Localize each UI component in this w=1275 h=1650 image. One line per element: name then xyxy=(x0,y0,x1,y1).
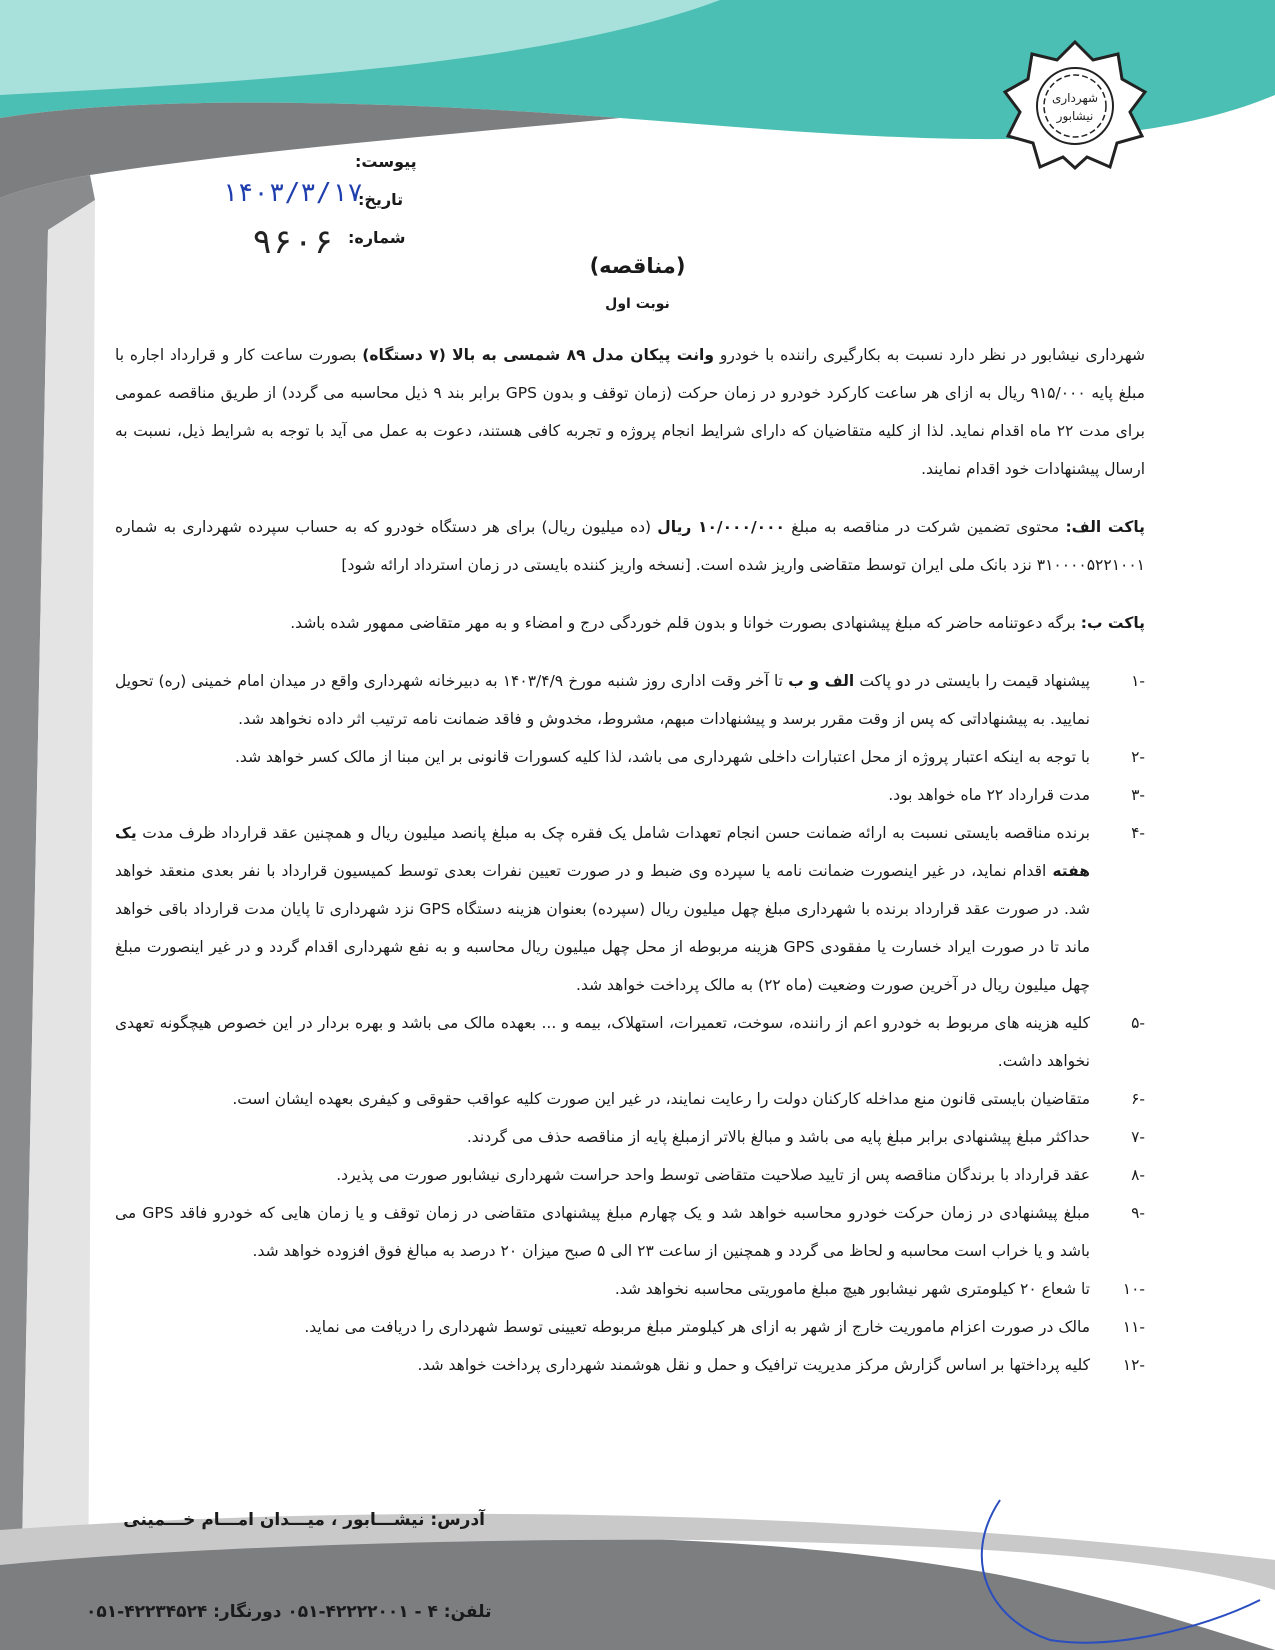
emblem-line-2: نیشابور xyxy=(1056,109,1094,123)
handwritten-number: ۹۶۰۶ xyxy=(252,222,334,262)
condition-number: -۱۰ xyxy=(1122,1280,1145,1298)
condition-item xyxy=(115,1156,1145,1194)
condition-number: -۲ xyxy=(1131,748,1145,766)
condition-item xyxy=(115,1194,1145,1270)
handwritten-date: ۱۴۰۳/۳/۱۷ xyxy=(222,178,363,208)
packet-b-text: برگه دعوتنامه حاضر که مبلغ پیشنهادی بصورت خوانا و بدون قلم خوردگی درج و امضاء و به مهر متقاضی ممهور شده باشد. xyxy=(290,614,1081,632)
document-title: (مناقصه) xyxy=(589,254,686,278)
condition-text: حداکثر مبلغ پیشنهادی برابر مبلغ پایه می باشد و مبالغ بالاتر ازمبلغ پایه از مناقصه حذف می گردند. xyxy=(466,1128,1090,1146)
condition-item xyxy=(115,776,1145,814)
conditions-list xyxy=(115,662,1145,1384)
condition-number: -۳ xyxy=(1131,786,1145,804)
condition-text: تا شعاع ۲۰ کیلومتری شهر نیشابور هیچ مبلغ ماموریتی محاسبه نخواهد شد. xyxy=(614,1280,1090,1298)
condition-text: پیشنهاد قیمت را بایستی در دو پاکت xyxy=(854,672,1090,690)
condition-item xyxy=(115,1270,1145,1308)
condition-item xyxy=(115,662,1145,738)
condition-text: متقاضیان بایستی قانون منع مداخله کارکنان دولت را رعایت نمایند، در غیر این صورت کلیه عواقب حقوقی و کیفری بعهده ایشان است. xyxy=(232,1090,1090,1108)
condition-number: -۶ xyxy=(1131,1090,1145,1108)
intro-vehicle: وانت پیکان مدل ۸۹ شمسی به بالا (۷ دستگاه) xyxy=(362,346,714,364)
condition-text: کلیه هزینه های مربوط به خودرو اعم از راننده، سوخت، تعمیرات، استهلاک، بیمه و ... بعهده مالک می باشد و بهره بردار در این خصوص هیچگونه تعهدی نخواهد داشت. xyxy=(115,1014,1090,1070)
intro-paragraph xyxy=(115,336,1145,488)
condition-text: با توجه به اینکه اعتبار پروژه از محل اعتبارات داخلی شهرداری می باشد، لذا کلیه کسورات قانونی بر این مبنا از مالک کسر خواهد شد. xyxy=(235,748,1090,766)
attachment-label: پیوست: xyxy=(355,152,417,171)
packet-a-paragraph xyxy=(115,508,1145,584)
condition-item xyxy=(115,1118,1145,1156)
packet-a-text-1: محتوی تضمین شرکت در مناقصه به مبلغ xyxy=(785,518,1066,536)
municipality-emblem-icon xyxy=(1000,40,1150,170)
condition-text: اقدام نماید، در غیر اینصورت ضمانت نامه یا سپرده وی ضبط و در صورت تعیین نفرات بعدی توسط کمیسیون قرارداد با نفر بعدی منعقد خواهد شد. در صورت عقد قرارداد برنده با شهرداری مبلغ چهل میلیون ریال (سپرده) بعنوان هزینه دستگاه GPS نزد شهرداری تا پایان مدت قرارداد باقی خواهد ماند تا در صورت ایراد خسارت یا مفقودی GPS هزینه مربوطه از محل چهل میلیون ریال محاسبه و به نفع شهرداری اقدام گردد و در غیر اینصورت مبلغ چهل میلیون ریال در آخرین صورت وضعیت (ماه ۲۲) به مالک پرداخت خواهد شد. xyxy=(115,862,1091,994)
intro-text-1: شهرداری نیشابور در نظر دارد نسبت به بکارگیری راننده با خودرو xyxy=(713,346,1145,364)
condition-text: برنده مناقصه بایستی نسبت به ارائه ضمانت حسن انجام تعهدات شامل یک فقره چک به مبلغ پانصد میلیون ریال و همچنین عقد قرارداد ظرف مدت xyxy=(136,824,1090,842)
condition-number: -۹ xyxy=(1131,1204,1145,1222)
packet-a-text-2: (ده میلیون ریال) برای هر دستگاه خودرو که به حساب سپرده شهرداری به شماره ۳۱۰۰۰۰۵۲۲۱۰۰۱ نزد بانک ملی ایران توسط متقاضی واریز شده است. [نسخه واریز کننده بایستی در زمان استرداد ارائه شود] xyxy=(115,518,1145,574)
condition-text: عقد قرارداد با برندگان مناقصه پس از تایید صلاحیت متقاضی توسط واحد حراست شهرداری نیشابور صورت می پذیرد. xyxy=(336,1166,1090,1184)
condition-text: الف و ب xyxy=(788,672,855,690)
condition-number: -۱ xyxy=(1131,672,1145,690)
document-body xyxy=(115,336,1145,1384)
footer-address: آدرس: نیشـــابور ، میـــدان امـــام خـــمینی xyxy=(123,1510,485,1530)
condition-number: -۵ xyxy=(1131,1014,1145,1032)
date-label: تاریخ: xyxy=(358,190,404,209)
condition-number: -۴ xyxy=(1131,824,1145,842)
condition-item xyxy=(115,1080,1145,1118)
condition-item xyxy=(115,1308,1145,1346)
condition-item xyxy=(115,738,1145,776)
packet-a-amount: ۱۰/۰۰۰/۰۰۰ ریال xyxy=(657,518,786,536)
condition-text: مبلغ پیشنهادی در زمان حرکت خودرو محاسبه خواهد شد و یک چهارم مبلغ پیشنهادی متقاضی در زمان توقف و یا زمان هایی که خودرو فاقد GPS می باشد و یا خراب است محاسبه و لحاظ می گردد و همچنین از ساعت ۲۳ الی ۵ صبح میزان ۲۰ درصد به مبالغ فوق افزوده خواهد شد. xyxy=(115,1204,1090,1260)
packet-b-paragraph xyxy=(115,604,1145,642)
packet-a-label: پاکت الف: xyxy=(1065,518,1145,536)
packet-b-label: پاکت ب: xyxy=(1080,614,1145,632)
condition-item xyxy=(115,814,1145,1004)
condition-text: مالک در صورت اعزام ماموریت خارج از شهر به ازای هر کیلومتر مبلغ مربوطه تعیینی توسط شهرداری را دریافت می نماید. xyxy=(304,1318,1090,1336)
footer-phone: تلفن: ۴ - ۴۲۲۲۲۰۰۱-۰۵۱ دورنگار: ۴۲۲۳۴۵۲۴-۰۵۱ xyxy=(86,1602,492,1622)
document-subtitle: نوبت اول xyxy=(605,296,670,312)
condition-text: کلیه پرداختها بر اساس گزارش مرکز مدیریت ترافیک و حمل و نقل هوشمند شهرداری پرداخت خواهد شد. xyxy=(417,1356,1090,1374)
condition-item xyxy=(115,1004,1145,1080)
condition-number: -۸ xyxy=(1131,1166,1145,1184)
condition-text: تا آخر وقت اداری روز شنبه مورخ ۱۴۰۳/۴/۹ به دبیرخانه شهرداری واقع در میدان امام خمینی (ره) تحویل نمایید. به پیشنهاداتی که پس از وقت مقرر برسد و پیشنهادات مبهم، مشروط، مخدوش و فاقد ضمانت نامه ترتیب اثر داده نخواهد شد. xyxy=(115,672,1090,728)
condition-item xyxy=(115,1346,1145,1384)
condition-number: -۱۱ xyxy=(1122,1318,1145,1336)
condition-text: یک هفته xyxy=(115,824,1090,880)
condition-text: مدت قرارداد ۲۲ ماه خواهد بود. xyxy=(888,786,1090,804)
number-label: شماره: xyxy=(348,228,406,247)
condition-number: -۷ xyxy=(1131,1128,1145,1146)
intro-text-2: بصورت ساعت کار و قرارداد اجاره با مبلغ پایه ۹۱۵/۰۰۰ ریال به ازای هر ساعت کارکرد خودرو در زمان حرکت (زمان توقف و بدون GPS برابر بند ۹ ذیل محاسبه می گردد) از طریق مناقصه عمومی برای مدت ۲۲ ماه اقدام نماید. لذا از کلیه متقاضیان که دارای شرایط انجام پروژه و تجربه کافی هستند، دعوت به عمل می آید با توجه به شرایط ذیل، نسبت به ارسال پیشنهادات خود اقدام نمایند. xyxy=(115,346,1145,478)
emblem-line-1: شهرداری xyxy=(1051,91,1099,105)
condition-number: -۱۲ xyxy=(1122,1356,1145,1374)
